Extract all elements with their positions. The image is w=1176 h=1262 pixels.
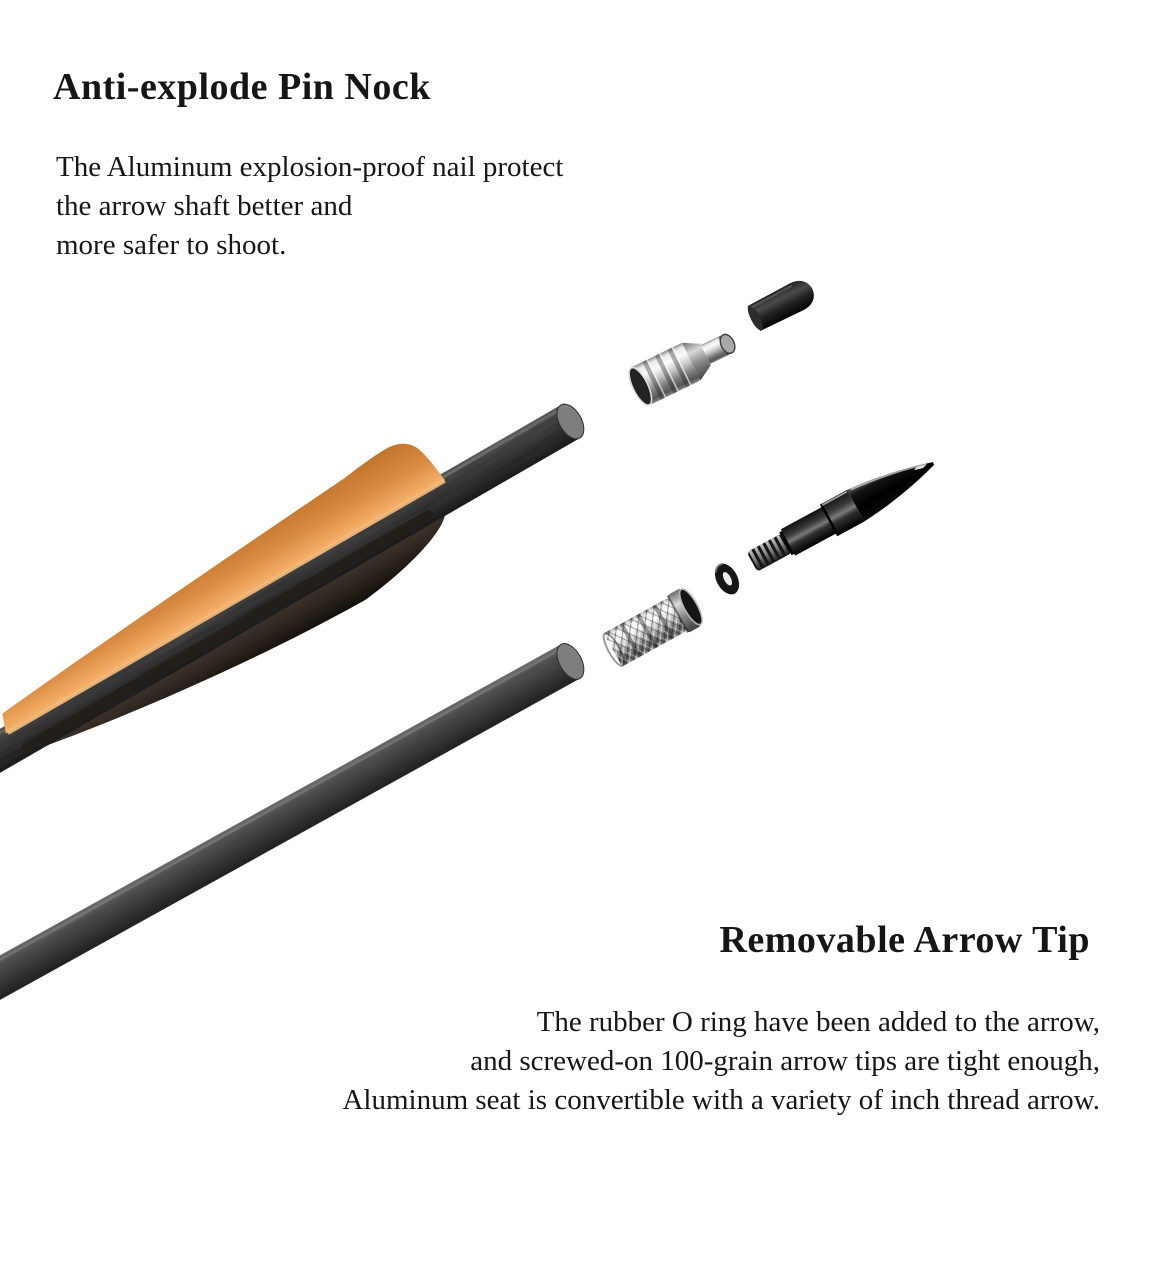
arrow-tip-description <box>342 1003 1100 1120</box>
upper-arrow-shaft <box>0 404 583 1062</box>
threaded-arrow-tip <box>743 448 942 578</box>
upper-shaft-carbon-texture <box>0 404 583 1062</box>
arrow-tip-description-line: Aluminum seat is convertible with a variety of inch thread arrow. <box>342 1084 1100 1116</box>
rubber-o-ring <box>710 560 744 599</box>
bottom-vane-edge <box>20 508 435 753</box>
lower-arrow-shaft <box>0 643 582 1262</box>
upper-arrow <box>0 357 606 1090</box>
pin-nock-description-line: The Aluminum explosion-proof nail protect <box>56 151 564 183</box>
orange-vane-base-highlight <box>8 481 445 733</box>
arrow-tip-title: Removable Arrow Tip <box>719 919 1090 961</box>
knurled-aluminum-insert <box>599 585 707 671</box>
pin-nock-title: Anti-explode Pin Nock <box>53 66 431 108</box>
pin-nock-description-line: more safer to shoot. <box>56 229 287 261</box>
aluminum-pin-insert <box>624 322 742 408</box>
pin-nock-cap <box>744 275 819 333</box>
arrow-tip-description-line: and screwed-on 100-grain arrow tips are tight enough, <box>470 1045 1100 1077</box>
lower-shaft-texture <box>0 643 582 1262</box>
pin-nock-description-line: the arrow shaft better and <box>56 190 353 222</box>
lower-arrow <box>0 639 589 1262</box>
pin-nock-description <box>56 148 563 265</box>
arrow-tip-description-line: The rubber O ring have been added to the arrow, <box>536 1006 1100 1038</box>
